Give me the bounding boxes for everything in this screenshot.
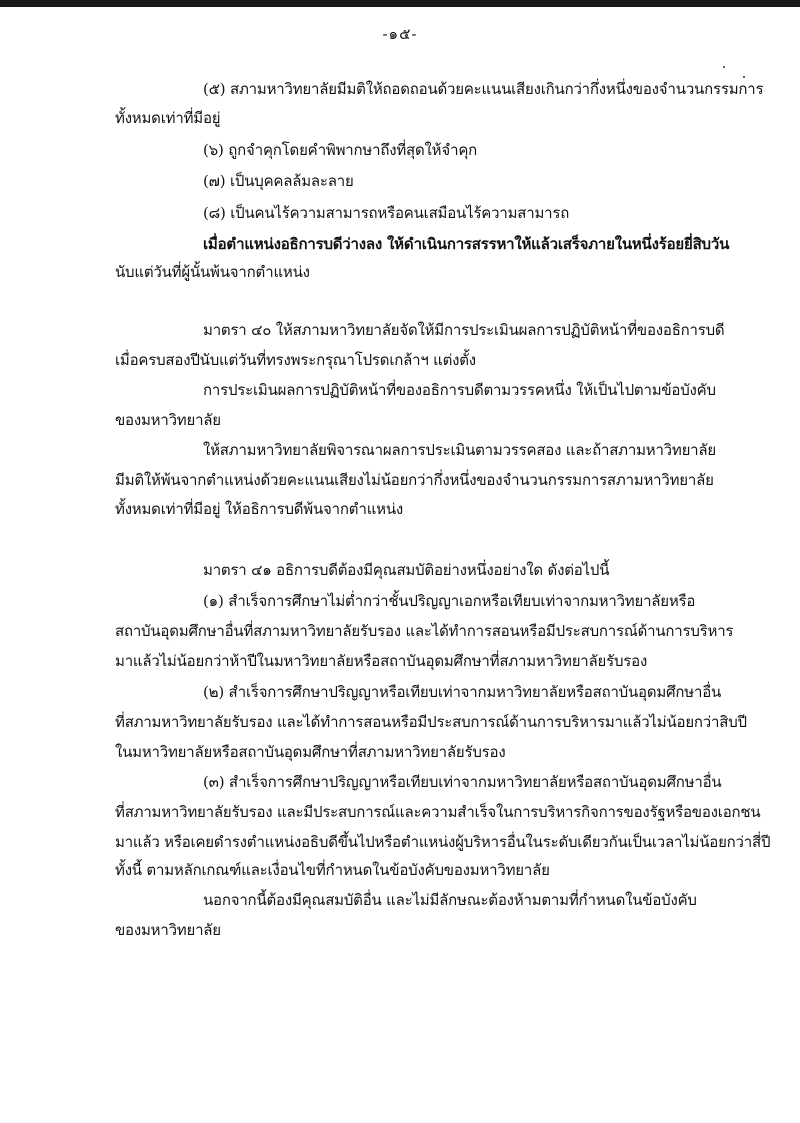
text-line: ในมหาวิทยาลัยหรือสถาบันอุดมศึกษาที่สภามหาวิทยาลัยรับรอง <box>115 743 506 761</box>
text-line: (๖) ถูกจำคุกโดยคำพิพากษาถึงที่สุดให้จำคุก <box>203 141 478 159</box>
page-number: -๑๕- <box>382 25 418 43</box>
text-line: ของมหาวิทยาลัย <box>115 921 221 939</box>
text-line: ทั้งนี้ ตามหลักเกณฑ์และเงื่อนไขที่กำหนดในข้อบังคับของมหาวิทยาลัย <box>115 861 550 879</box>
text-line: (๗) เป็นบุคคลล้มละลาย <box>203 172 354 190</box>
text-line: นับแต่วันที่ผู้นั้นพ้นจากตำแหน่ง <box>115 263 310 281</box>
text-line: (๒) สำเร็จการศึกษาปริญญาหรือเทียบเท่าจากมหาวิทยาลัยหรือสถาบันอุดมศึกษาอื่น <box>203 683 722 701</box>
scan-speck <box>723 66 725 68</box>
text-line: มีมติให้พ้นจากตำแหน่งด้วยคะแนนเสียงไม่น้อยกว่ากึ่งหนึ่งของจำนวนกรรมการสภามหาวิทยาลัย <box>115 471 714 489</box>
text-line: (๕) สภามหาวิทยาลัยมีมติให้ถอดถอนด้วยคะแนนเสียงเกินกว่ากึ่งหนึ่งของจำนวนกรรมการ <box>203 80 764 98</box>
text-line: สถาบันอุดมศึกษาอื่นที่สภามหาวิทยาลัยรับรอง และได้ทำการสอนหรือมีประสบการณ์ด้านการบริหาร <box>115 622 734 640</box>
text-line: เมื่อครบสองปีนับแต่วันที่ทรงพระกรุณาโปรดเกล้าฯ แต่งตั้ง <box>115 351 476 369</box>
text-line-bold: เมื่อตำแหน่งอธิการบดีว่างลง ให้ดำเนินการสรรหาให้แล้วเสร็จภายในหนึ่งร้อยยี่สิบวัน <box>203 235 730 253</box>
text-line: (๘) เป็นคนไร้ความสามารถหรือคนเสมือนไร้ความสามารถ <box>203 204 570 222</box>
text-line: (๓) สำเร็จการศึกษาปริญญาหรือเทียบเท่าจากมหาวิทยาลัยหรือสถาบันอุดมศึกษาอื่น <box>203 773 722 791</box>
text-line: นอกจากนี้ต้องมีคุณสมบัติอื่น และไม่มีลักษณะต้องห้ามตามที่กำหนดในข้อบังคับ <box>203 891 697 909</box>
text-line: (๑) สำเร็จการศึกษาไม่ต่ำกว่าชั้นปริญญาเอกหรือเทียบเท่าจากมหาวิทยาลัยหรือ <box>203 592 696 610</box>
text-line: การประเมินผลการปฏิบัติหน้าที่ของอธิการบดีตามวรรคหนึ่ง ให้เป็นไปตามข้อบังคับ <box>203 381 716 399</box>
text-line: มาแล้วไม่น้อยกว่าห้าปีในมหาวิทยาลัยหรือสถาบันอุดมศึกษาที่สภามหาวิทยาลัยรับรอง <box>115 652 648 670</box>
text-line: มาแล้ว หรือเคยดำรงตำแหน่งอธิบดีขึ้นไปหรือตำแหน่งผู้บริหารอื่นในระดับเดียวกันเป็นเวลาไม่น้อยกว่าสี่ปี <box>115 833 771 851</box>
text-line: ทั้งหมดเท่าที่มีอยู่ <box>115 109 221 127</box>
text-line: ให้สภามหาวิทยาลัยพิจารณาผลการประเมินตามวรรคสอง และถ้าสภามหาวิทยาลัย <box>203 441 716 459</box>
section-40-heading: มาตรา ๔๐ ให้สภามหาวิทยาลัยจัดให้มีการประเมินผลการปฏิบัติหน้าที่ของอธิการบดี <box>203 321 725 339</box>
text-line: ทั้งหมดเท่าที่มีอยู่ ให้อธิการบดีพ้นจากตำแหน่ง <box>115 500 404 518</box>
text-line: ที่สภามหาวิทยาลัยรับรอง และได้ทำการสอนหรือมีประสบการณ์ด้านการบริหารมาแล้วไม่น้อยกว่าสิบปี <box>115 713 747 731</box>
page-top-border <box>0 0 800 7</box>
text-line: ของมหาวิทยาลัย <box>115 411 221 429</box>
section-41-heading: มาตรา ๔๑ อธิการบดีต้องมีคุณสมบัติอย่างหนึ่งอย่างใด ดังต่อไปนี้ <box>203 561 610 579</box>
scan-speck <box>743 76 745 78</box>
text-line: ที่สภามหาวิทยาลัยรับรอง และมีประสบการณ์และความสำเร็จในการบริหารกิจการของรัฐหรือของเอกชน <box>115 803 761 821</box>
